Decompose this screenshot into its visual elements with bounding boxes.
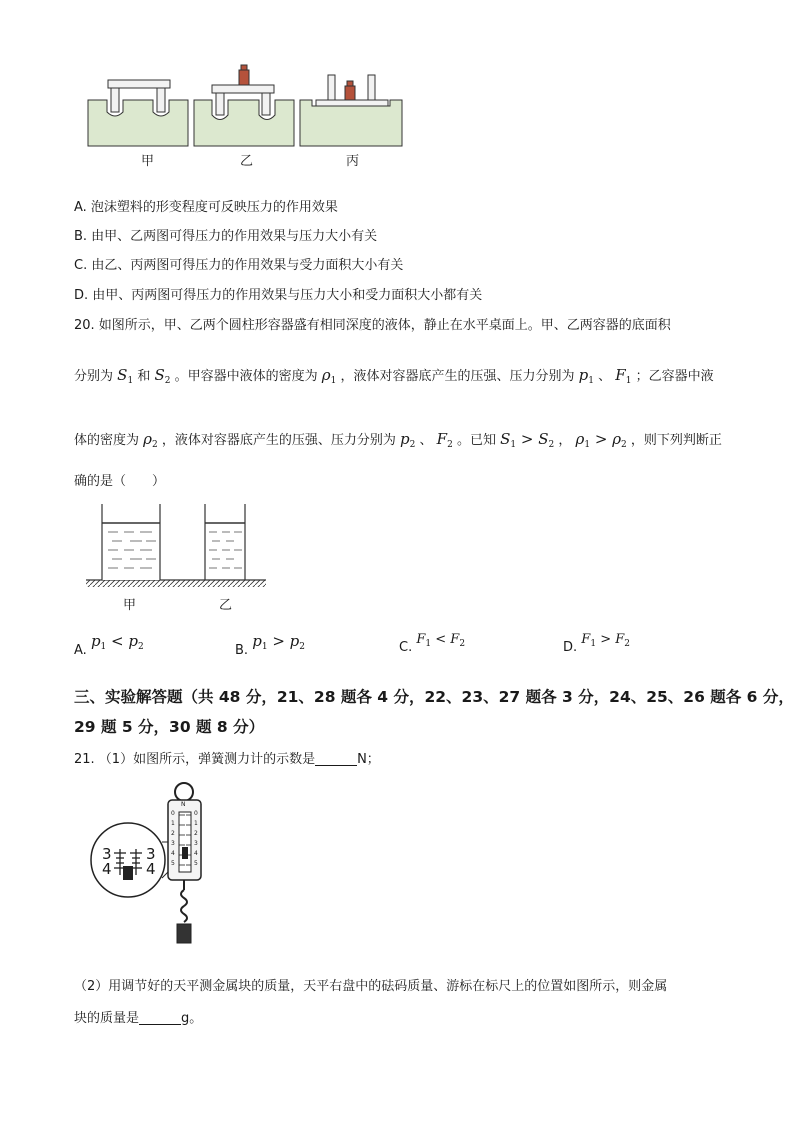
symbol-f1: $F_1$ [615,366,632,386]
q21-part1: 21. （1）如图所示，弹簧测力计的示数是 N； [74,752,380,767]
q20-option-d: D. $F_1 > F_2$ [563,632,630,655]
zoom-label-right-4: 4 [146,860,156,878]
gauge-right-1: 1 [194,820,198,827]
gauge-right-2: 2 [194,830,198,837]
container-caption-jia: 甲 [123,598,137,613]
q19-option-b: B. 由甲、乙两图可得压力的作用效果与压力大小有关 [74,229,378,244]
gauge-left-5: 5 [171,860,175,867]
symbol-s1: $S_1$ [117,366,134,386]
q20-line1: 20. 如图所示，甲、乙两个圆柱形容器盛有相同深度的液体，静止在水平桌面上。甲、乙两容器的底面积 [74,318,671,333]
gauge-right-0: 0 [194,810,198,817]
zoom-label-left-4: 4 [102,860,112,878]
q20-option-a: A. $p_1 < p_2$ [74,632,144,658]
symbol-p2: $p_2$ [400,430,416,450]
symbol-rho2: $\rho_2$ [143,430,158,450]
q20-line4: 确的是（ ） [74,474,166,489]
container-caption-yi: 乙 [219,598,233,613]
q20-line3: 体的密度为 $\rho_2$ ，液体对容器底产生的压强、压力分别为 $p_2$ 、 $F_2$ 。已知 $S_1 > S_2$ ， $\rho_1 > \rho_2$ ，则下列判断正 [74,430,722,450]
zoom-label-left-3: 3 [102,845,112,863]
condition-s1-gt-s2: $S_1 > S_2$ [500,430,555,450]
gauge-left-2: 2 [171,830,175,837]
section3-heading-line2: 29 题 5 分，30 题 8 分） [74,718,265,736]
caption-bing: 丙 [346,154,360,169]
condition-rho1-gt-rho2: $\rho_1 > \rho_2$ [575,430,627,450]
symbol-rho1: $\rho_1$ [321,366,337,386]
symbol-p1: $p_1$ [578,366,594,386]
gauge-right-5: 5 [194,860,198,867]
q19-option-a: A. 泡沫塑料的形变程度可反映压力的作用效果 [74,200,338,215]
gauge-left-4: 4 [171,850,175,857]
q20-option-c: C. $F_1 < F_2$ [399,632,466,655]
gauge-left-3: 3 [171,840,175,847]
q21-part2-line2: 块的质量是 g。 [74,1011,203,1026]
symbol-f2: $F_2$ [436,430,453,450]
q19-option-d: D. 由甲、丙两图可得压力的作用效果与压力大小和受力面积大小都有关 [74,288,483,303]
gauge-right-4: 4 [194,850,198,857]
caption-yi: 乙 [240,154,254,169]
q19-option-c: C. 由乙、丙两图可得压力的作用效果与受力面积大小有关 [74,258,404,273]
caption-jia: 甲 [141,154,155,169]
gauge-left-0: 0 [171,810,175,817]
gauge-left-1: 1 [171,820,175,827]
gauge-unit-label: N [181,801,186,808]
q20-option-b: B. $p_1 > p_2$ [235,632,305,658]
section3-heading-line1: 三、实验解答题（共 48 分，21、28 题各 4 分，22、23、27 题各 3 分，24、25、26 题各 6 分， [74,688,794,706]
q21-part2-line1: （2）用调节好的天平测金属块的质量，天平右盘中的砝码质量、游标在标尺上的位置如图所示，则金属 [74,979,668,994]
zoom-label-right-3: 3 [146,845,156,863]
symbol-s2: $S_2$ [154,366,171,386]
q20-line2: 分别为 $S_1$ 和 $S_2$ 。甲容器中液体的密度为 $\rho_1$ ，液体对容器底产生的压强、压力分别为 $p_1$ 、 $F_1$ ；乙容器中液 [74,366,714,386]
gauge-right-3: 3 [194,840,198,847]
answer-blank-mass[interactable] [139,1010,181,1025]
